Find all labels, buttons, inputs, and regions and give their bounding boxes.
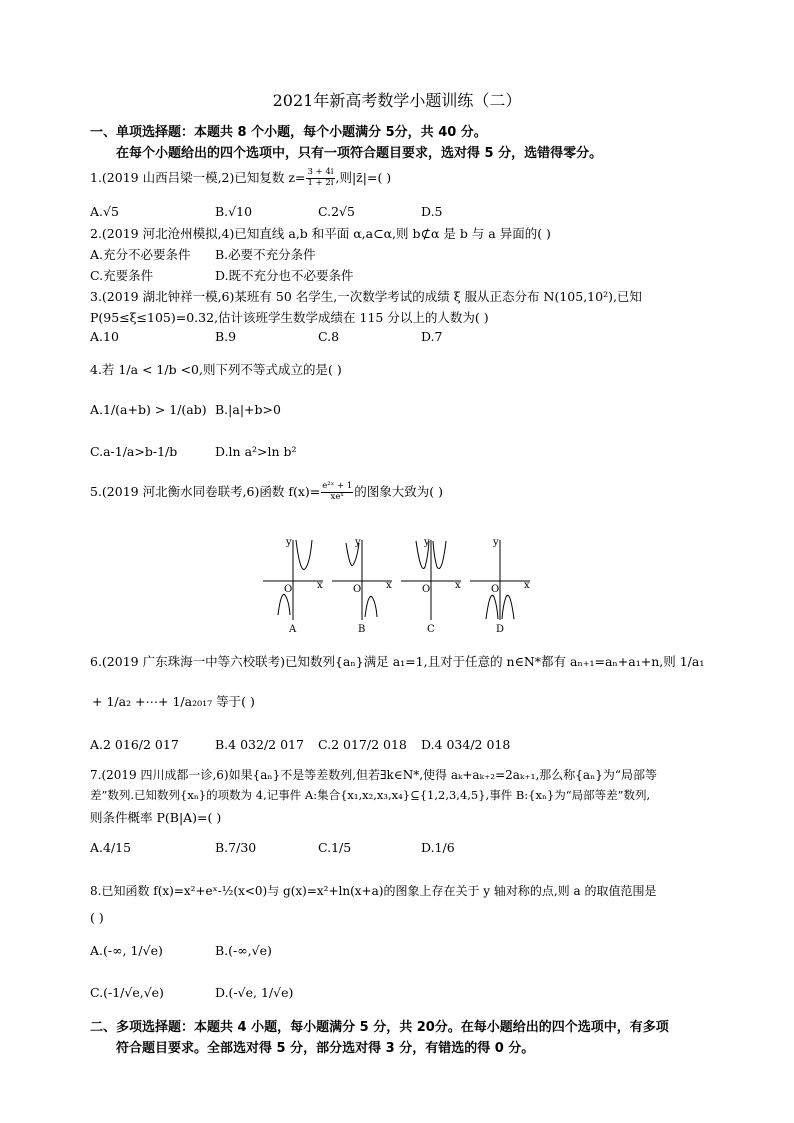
- q4-option-b: B.|a|+b>0: [215, 402, 281, 417]
- q6-line1-frac: 1/a₁: [679, 654, 705, 669]
- graph-a-curve-right: [296, 540, 312, 569]
- graph-b-curve-right: [365, 596, 377, 617]
- q6-option-a: A.2 016/2 017: [90, 737, 179, 752]
- q5-frac-den: xeˣ: [330, 492, 344, 502]
- q7-line3: 则条件概率 P(B|A)=( ): [90, 810, 222, 825]
- q2-stem: 2.(2019 河北沧州模拟,4)已知直线 a,b 和平面 α,a⊂α,则 b⊄α 是 b 与 a 异面的( ): [90, 226, 551, 241]
- graph-c-origin: O: [422, 584, 431, 595]
- q8-option-c: C.(-1/√e,√e): [90, 985, 164, 1000]
- graph-d-origin: O: [491, 584, 500, 595]
- q6-line1: [90, 652, 704, 670]
- q7-line2: 差”数列.已知数列{xₙ}的项数为 4,记事件 A:集合{x₁,x₂,x₃,x₄}⊆{1,2,3,4,5},事件 B:{xₙ}为“局部等差”数列,: [90, 788, 651, 802]
- q6-option-d: D.4 034/2 018: [421, 737, 511, 752]
- q3-option-b: B.9: [215, 329, 237, 344]
- q8-option-d: D.(-√e, 1/√e): [215, 985, 294, 1000]
- section2-header: 二、多项选择题：本题共 4 小题，每小题满分 5 分，共 20分。在每小题给出的四个选项中，有多项: [90, 1020, 669, 1035]
- graph-a-curve-left: [278, 594, 290, 615]
- q7-line1: 7.(2019 四川成都一诊,6)如果{aₙ}不是等差数列,但若∃k∈N*,使得 aₖ+aₖ₊₂=2aₖ₊₁,那么称{aₙ}为“局部等: [90, 768, 658, 782]
- graph-b-label: B: [358, 624, 366, 635]
- graph-c-y-label: y: [424, 537, 430, 548]
- page-title: 2021年新高考数学小题训练（二）: [272, 91, 522, 110]
- q6-option-b: B.4 032/2 017: [215, 737, 304, 752]
- q1-option-c: C.2√5: [318, 204, 355, 219]
- q6-line1-text: 6.(2019 广东珠海一中等六校联考)已知数列{aₙ}满足 a₁=1,且对于任意的 n∈N*都有 aₙ₊₁=aₙ+a₁+n,则: [90, 654, 676, 669]
- q5-stem-start: 5.(2019 河北衡水同卷联考,6)函数 f(x)=: [90, 484, 321, 499]
- q5-stem-end: 的图象大致为( ): [354, 484, 443, 499]
- q5-fraction: [321, 482, 353, 503]
- graph-a: [263, 537, 323, 635]
- graph-c-label: C: [427, 624, 435, 635]
- graph-b-x-label: x: [386, 580, 392, 591]
- q2-option-d: D.既不充分也不必要条件: [215, 268, 354, 283]
- q1-option-d: D.5: [421, 204, 443, 219]
- graph-c: [401, 537, 461, 635]
- graph-c-x-label: x: [455, 580, 461, 591]
- q5-frac-num: e²ˣ + 1: [322, 481, 353, 492]
- q6-option-c: C.2 017/2 018: [318, 737, 407, 752]
- q7-option-a: A.4/15: [90, 840, 132, 855]
- graph-d-y-label: y: [493, 537, 499, 548]
- q7-option-d: D.1/6: [421, 840, 455, 855]
- q6-line2: + 1/a₂ +⋯+ 1/a₂₀₁₇ 等于( ): [92, 694, 255, 709]
- q2-option-a: A.充分不必要条件: [90, 247, 191, 262]
- q1-stem-end: ,则|z̄|=( ): [335, 170, 392, 185]
- q1-frac-den: 1 + 2i: [307, 178, 334, 188]
- graph-a-x-label: x: [317, 580, 323, 591]
- graph-d-curve-left: [486, 595, 498, 619]
- graph-b-y-label: y: [355, 537, 361, 548]
- graph-d: [470, 537, 530, 635]
- q8-line2: ( ): [90, 910, 104, 925]
- graph-c-curve-right: [433, 541, 446, 569]
- graph-a-origin: O: [284, 584, 293, 595]
- graph-d-curve-right: [502, 595, 514, 619]
- graph-b-origin: O: [353, 584, 362, 595]
- q1-option-a: A.√5: [90, 204, 119, 219]
- graph-b: [332, 537, 392, 635]
- q1-stem: [90, 168, 391, 189]
- section1-header: 一、单项选择题：本题共 8 个小题，每个小题满分 5分，共 40 分。: [90, 125, 487, 140]
- q4-option-c: C.a-1/a>b-1/b: [90, 444, 178, 459]
- q5-stem: [90, 482, 443, 503]
- q4-stem: 4.若 1/a < 1/b <0,则下列不等式成立的是( ): [90, 362, 342, 377]
- graph-a-label: A: [289, 624, 297, 635]
- q8-option-a: A.(-∞, 1/√e): [90, 943, 163, 958]
- graph-d-label: D: [496, 624, 505, 635]
- q3-option-d: D.7: [421, 329, 443, 344]
- q5-graphs: [258, 535, 533, 635]
- graph-a-y-label: y: [286, 537, 292, 548]
- q7-option-b: B.7/30: [215, 840, 257, 855]
- q2-option-c: C.充要条件: [90, 268, 154, 283]
- q2-option-b: B.必要不充分条件: [215, 247, 316, 262]
- q7-option-c: C.1/5: [318, 840, 352, 855]
- q3-option-c: C.8: [318, 329, 340, 344]
- q1-frac-num: 3 + 4i: [307, 167, 334, 178]
- q4-option-d: D.ln a²>ln b²: [215, 444, 297, 459]
- section1-instructions: 在每个小题给出的四个选项中，只有一项符合题目要求，选对得 5 分，选错得零分。: [116, 146, 603, 161]
- q1-fraction: [306, 168, 334, 189]
- q8-line1: 8.已知函数 f(x)=x²+eˣ-½(x<0)与 g(x)=x²+ln(x+a)的图象上存在关于 y 轴对称的点,则 a 的取值范围是: [90, 884, 657, 898]
- q4-option-a: A.1/(a+b) > 1/(ab): [90, 402, 207, 417]
- section2-instructions: 符合题目要求。全部选对得 5 分，部分选对得 3 分，有错选的得 0 分。: [116, 1041, 535, 1056]
- q3-line1: 3.(2019 湖北钟祥一模,6)某班有 50 名学生,一次数学考试的成绩 ξ 服从正态分布 N(105,10²),已知: [90, 289, 642, 304]
- q1-option-b: B.√10: [215, 204, 253, 219]
- q1-stem-start: 1.(2019 山西吕梁一模,2)已知复数 z=: [90, 170, 306, 185]
- graph-d-x-label: x: [524, 580, 530, 591]
- q8-option-b: B.(-∞,√e): [215, 943, 272, 958]
- q3-line2: P(95≤ξ≤105)=0.32,估计该班学生数学成绩在 115 分以上的人数为( ): [90, 310, 489, 325]
- q3-option-a: A.10: [90, 329, 119, 344]
